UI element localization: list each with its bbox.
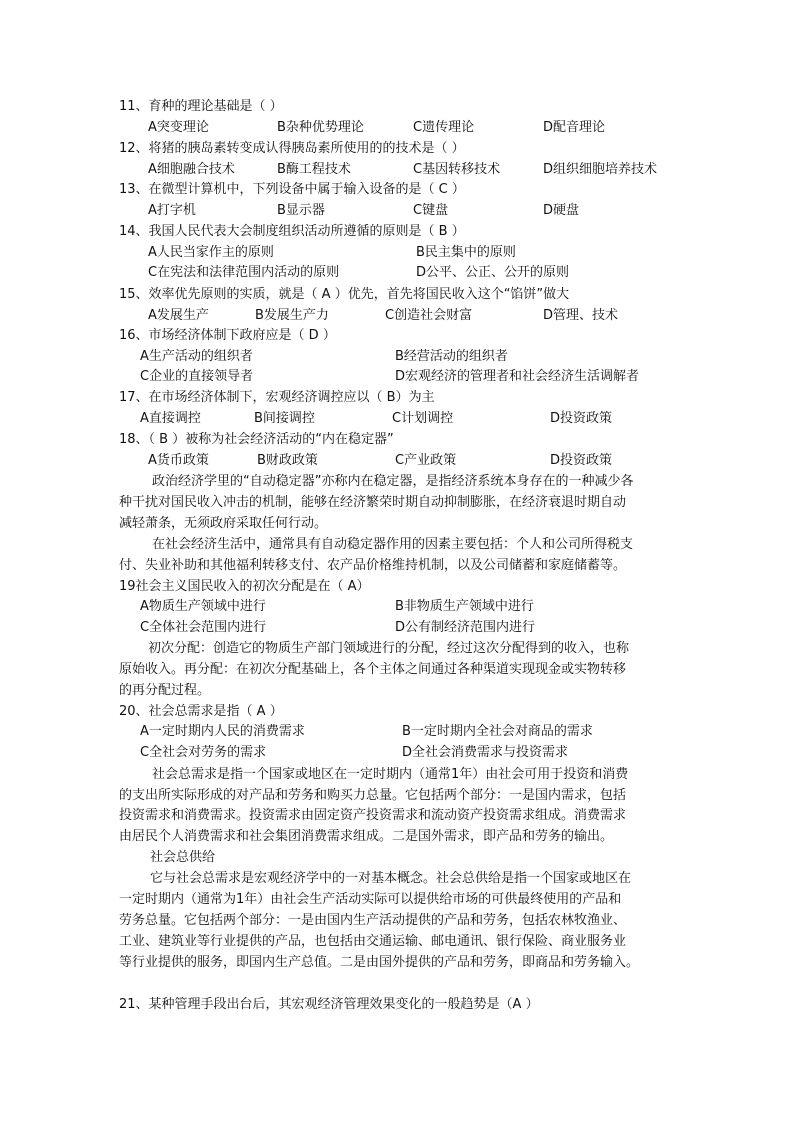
question-16-option-d: D宏观经济的管理者和社会经济生活调解者 — [395, 369, 640, 384]
question-18-option-c: C产业政策 — [395, 453, 457, 468]
question-17-option-c: C计划调控 — [392, 411, 454, 426]
question-20-option-c: C全社会对劳务的需求 — [140, 745, 267, 760]
question-11-option-d: D配音理论 — [543, 120, 606, 135]
question-18-stem: 18、（ B ）被称为社会经济活动的“内在稳定器” — [119, 432, 394, 447]
question-13-option-a: A打字机 — [148, 203, 196, 218]
explanation-line: 工业、建筑业等行业提供的产品，也包括由交通运输、邮电通讯、银行保险、商业服务业 — [119, 934, 627, 949]
question-15-stem: 15、效率优先原则的实质，就是（ A ）优先，首先将国民收入这个“馅饼”做大 — [119, 287, 570, 302]
question-20-stem: 20、社会总需求是指（ A ） — [119, 704, 283, 719]
question-12-option-b: B酶工程技术 — [277, 162, 351, 177]
question-14-option-a: A人民当家作主的原则 — [148, 245, 274, 260]
question-19-stem: 19社会主义国民收入的初次分配是在（ A） — [119, 579, 370, 594]
explanation-line: 投资需求和消费需求。投资需求由固定资产投资需求和流动资产投资需求组成。消费需求 — [119, 808, 627, 823]
question-12-option-c: C基因转移技术 — [413, 162, 501, 177]
explanation-line: 一定时期内（通常为1年）由社会生产活动实际可以提供给市场的可供最终使用的产品和 — [119, 892, 622, 907]
question-14-stem: 14、我国人民代表大会制度组织活动所遵循的原则是（ B ） — [119, 224, 465, 239]
explanation-line: 劳务总量。它包括两个部分：一是由国内生产活动提供的产品和劳务，包括农林牧渔业、 — [119, 913, 627, 928]
question-14-option-b: B民主集中的原则 — [416, 245, 516, 260]
question-15-option-a: A发展生产 — [148, 308, 209, 323]
question-14-option-c: C在宪法和法律范围内活动的原则 — [148, 265, 340, 280]
explanation-line: 政治经济学里的“自动稳定器”亦称内在稳定器，是指经济系统本身存在的一种减少各 — [152, 474, 634, 489]
question-20-option-d: D全社会消费需求与投资需求 — [402, 745, 569, 760]
question-21-stem: 21、某种管理手段出台后，其宏观经济管理效果变化的一般趋势是（A ） — [119, 997, 539, 1012]
question-19-option-b: B非物质生产领域中进行 — [395, 599, 534, 614]
question-13-option-b: B显示器 — [277, 203, 325, 218]
explanation-line: 原始收入。再分配：在初次分配基础上，各个主体之间通过各种渠道实现现金或实物转移 — [119, 662, 627, 677]
question-11-option-b: B杂种优势理论 — [277, 120, 364, 135]
explanation-line: 在社会经济生活中，通常具有自动稳定器作用的因素主要包括：个人和公司所得税支 — [152, 537, 634, 552]
question-16-option-b: B经营活动的组织者 — [395, 349, 508, 364]
explanation-line: 种干扰对国民收入冲击的机制，能够在经济繁荣时期自动抑制膨胀，在经济衰退时期自动 — [119, 495, 627, 510]
explanation-line: 的支出所实际形成的对产品和劳务和购买力总量。它包括两个部分：一是国内需求，包括 — [119, 788, 627, 803]
question-16-stem: 16、市场经济体制下政府应是（ D ） — [119, 328, 336, 343]
question-17-option-d: D投资政策 — [550, 411, 613, 426]
question-12-option-a: A细胞融合技术 — [148, 162, 235, 177]
question-11-option-c: C遗传理论 — [413, 120, 475, 135]
explanation-line: 初次分配：创造它的物质生产部门领域进行的分配，经过这次分配得到的收入，也称 — [148, 641, 630, 656]
question-15-option-c: C创造社会财富 — [385, 308, 473, 323]
explanation-line: 等行业提供的服务，即国内生产总值。二是由国外提供的产品和劳务，即商品和劳务输入。 — [119, 955, 640, 970]
question-13-option-c: C键盘 — [413, 203, 449, 218]
question-17-option-b: B间接调控 — [254, 411, 315, 426]
explanation-line: 付、失业补助和其他福利转移支付、农产品价格维持机制，以及公司储蓄和家庭储蓄等。 — [119, 558, 627, 573]
explanation-line: 的再分配过程。 — [119, 683, 211, 698]
question-18-option-a: A货币政策 — [148, 453, 209, 468]
question-15-option-d: D管理、技术 — [543, 308, 619, 323]
question-16-option-c: C企业的直接领导者 — [140, 369, 254, 384]
question-16-option-a: A生产活动的组织者 — [140, 349, 253, 364]
question-18-option-b: B财政政策 — [257, 453, 318, 468]
question-20-option-b: B一定时期内全社会对商品的需求 — [402, 724, 593, 739]
question-11-option-a: A突变理论 — [148, 120, 209, 135]
explanation-line: 减轻萧条，无须政府采取任何行动。 — [119, 516, 328, 531]
question-20-option-a: A一定时期内人民的消费需求 — [140, 724, 305, 739]
question-11-stem: 11、育种的理论基础是（ ） — [119, 99, 283, 114]
explanation-heading: 社会总供给 — [150, 850, 216, 865]
question-12-stem: 12、将猪的胰岛素转变成认得胰岛素所使用的的技术是（ ） — [119, 141, 465, 156]
question-19-option-a: A物质生产领域中进行 — [140, 599, 266, 614]
question-17-option-a: A直接调控 — [140, 411, 201, 426]
question-19-option-d: D公有制经济范围内进行 — [395, 620, 536, 635]
question-14-option-d: D公平、公正、公开的原则 — [416, 265, 570, 280]
explanation-line: 由居民个人消费需求和社会集团消费需求组成。二是国外需求，即产品和劳务的输出。 — [119, 829, 614, 844]
question-15-option-b: B发展生产力 — [255, 308, 329, 323]
question-12-option-d: D组织细胞培养技术 — [543, 162, 658, 177]
question-18-option-d: D投资政策 — [550, 453, 613, 468]
question-17-stem: 17、在市场经济体制下，宏观经济调控应以（ B）为主 — [119, 390, 435, 405]
explanation-line: 它与社会总需求是宏观经济学中的一对基本概念。社会总供给是指一个国家或地区在 — [150, 871, 632, 886]
explanation-line: 社会总需求是指一个国家或地区在一定时期内（通常1年）由社会可用于投资和消费 — [152, 767, 629, 782]
question-19-option-c: C全体社会范围内进行 — [140, 620, 267, 635]
question-13-option-d: D硬盘 — [543, 203, 580, 218]
question-13-stem: 13、在微型计算机中，下列设备中属于输入设备的是（ C ） — [119, 182, 465, 197]
